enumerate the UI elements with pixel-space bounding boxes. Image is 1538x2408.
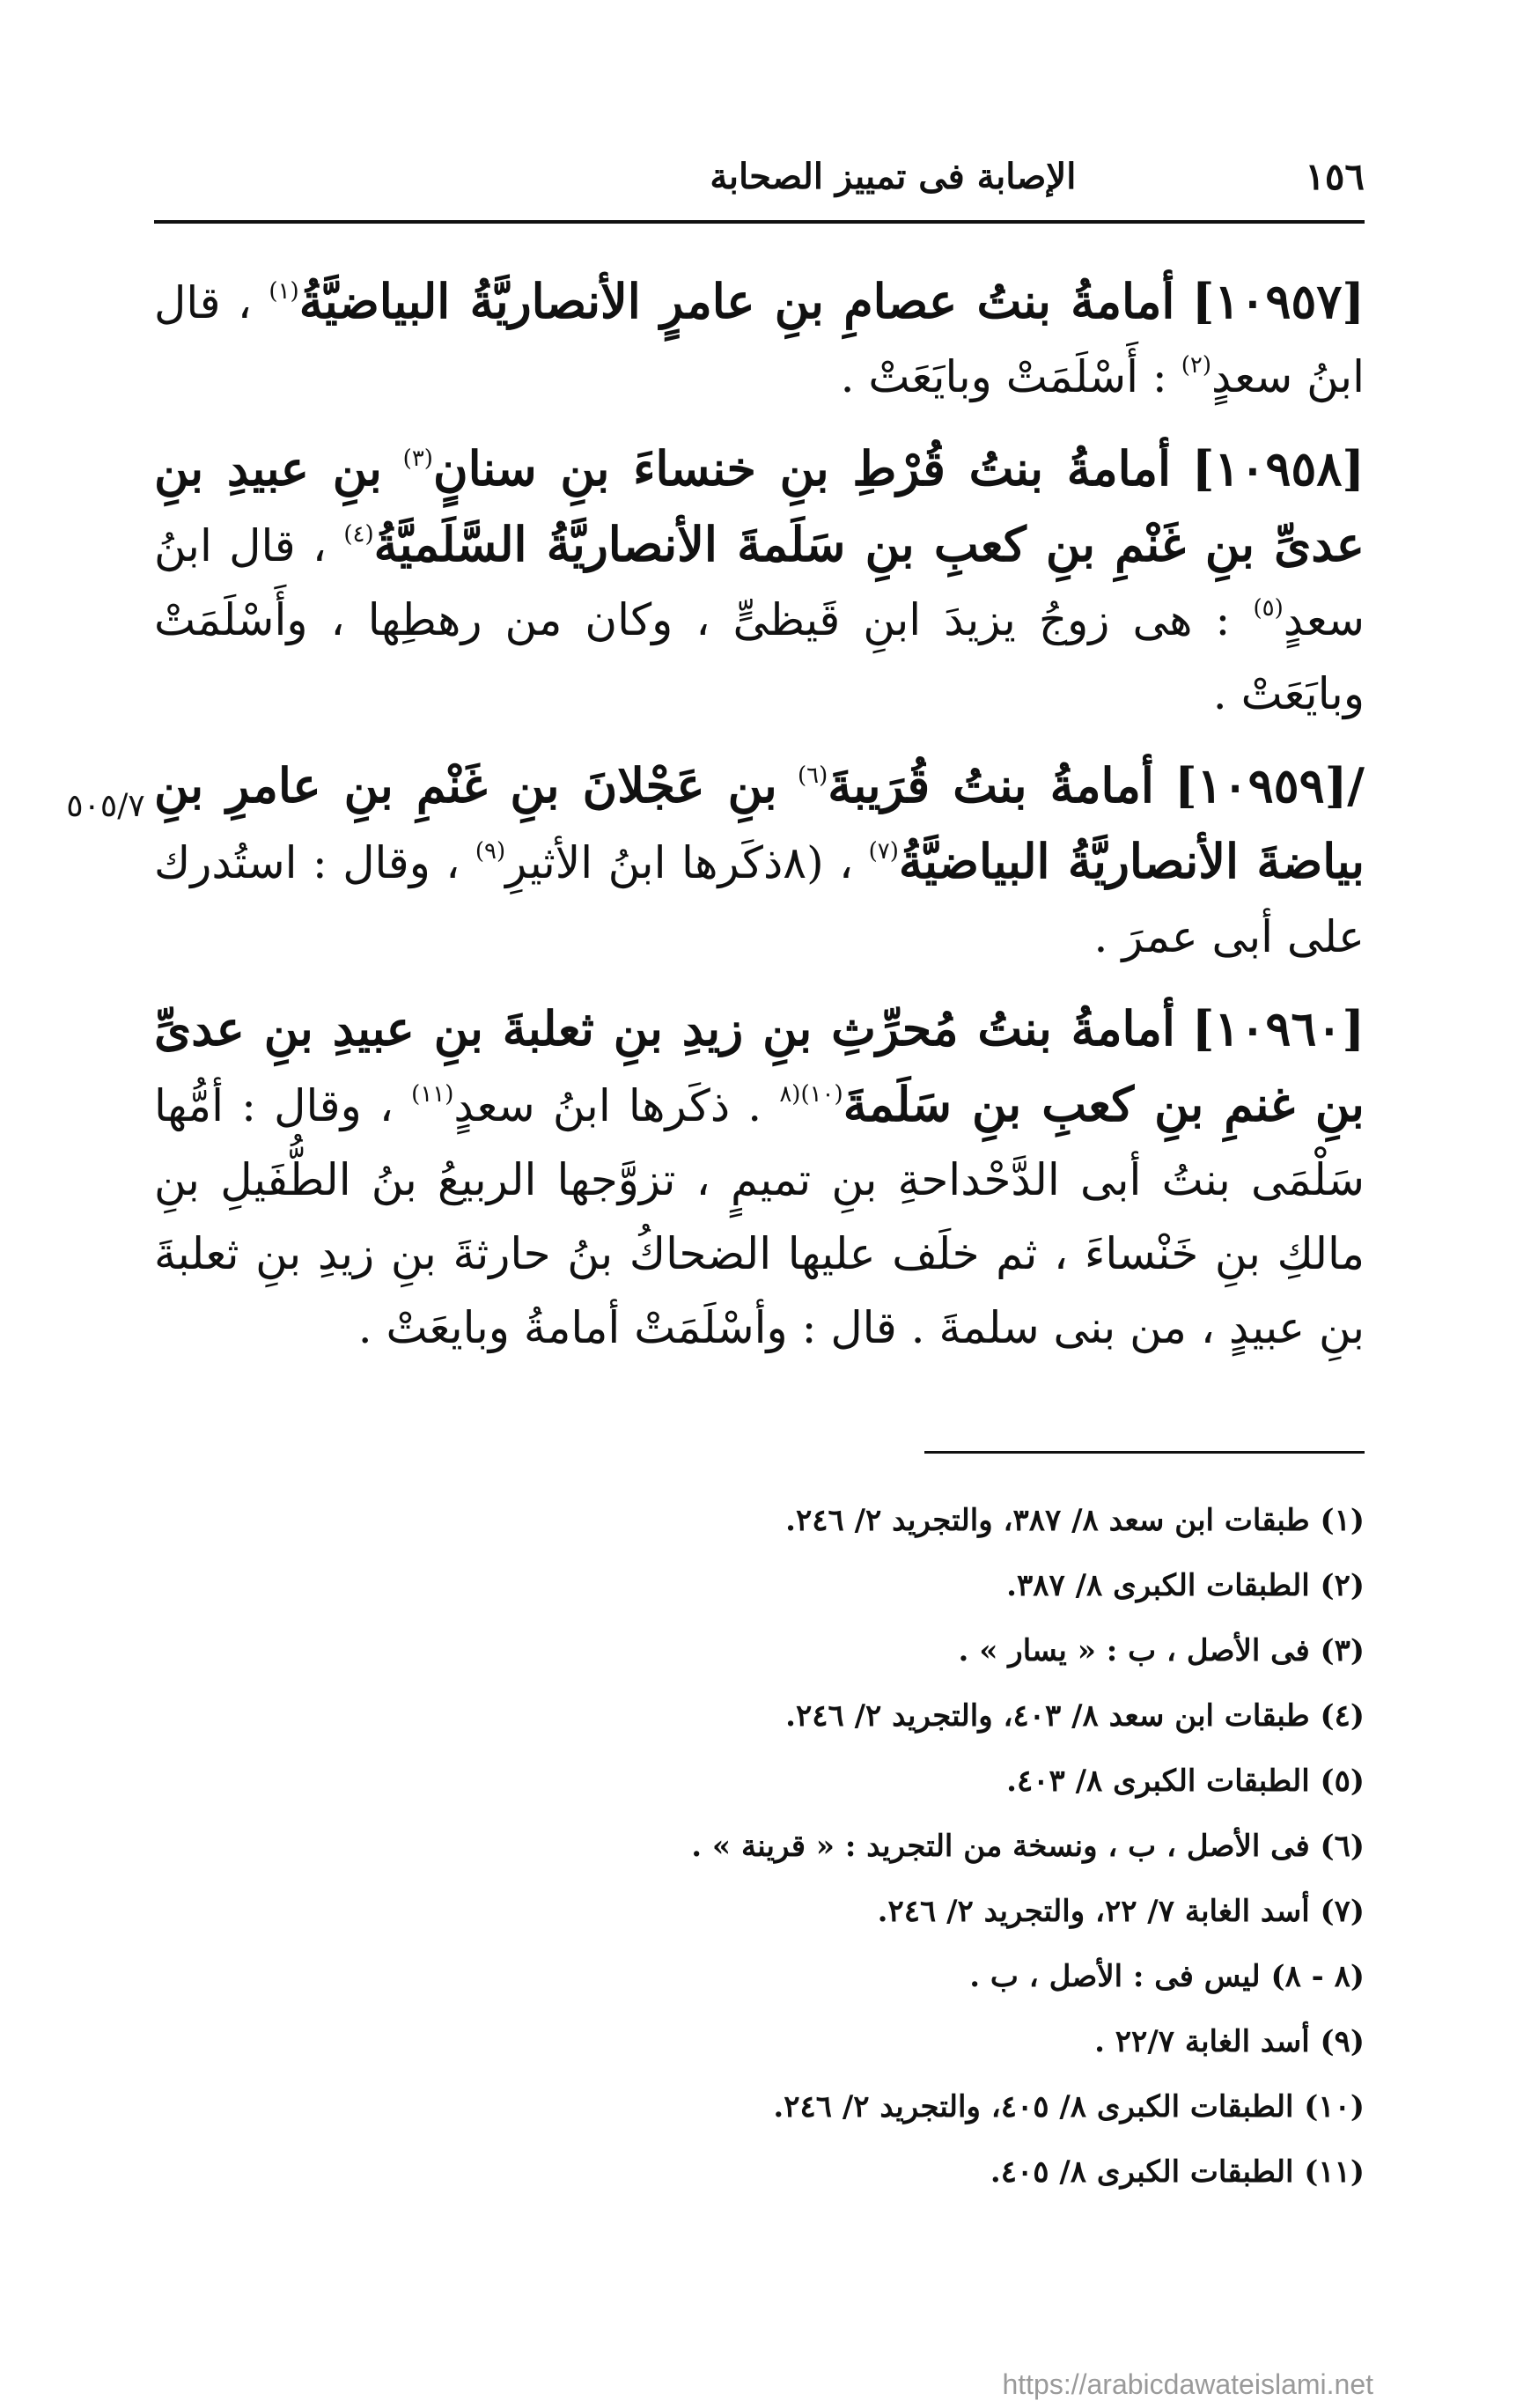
entry-number: [١٠٩٥٩] — [1174, 757, 1348, 814]
footnote-11: (١١) الطبقات الكبرى ٨/ ٤٠٥. — [990, 2154, 1365, 2190]
footnote-9: (٩) أسد الغابة ٢٢/٧ . — [1094, 2024, 1365, 2059]
entry-name-continued: بنِ عَجْلانَ بنِ غَنْمِ بنِ عامرِ بنِ بياضةَ الأنصاريَّةُ البياضيَّةُ — [154, 757, 1365, 889]
watermark-url: https://arabicdawateislami.net — [1002, 2368, 1373, 2400]
running-title: الإصابة فى تمييز الصحابة — [710, 155, 1077, 197]
main-text — [154, 264, 1365, 1382]
footnote-ref: (٧) — [868, 838, 899, 865]
margin-reference: ٥٠٥/٧ — [66, 788, 145, 824]
footnote-6: (٦) فى الأصل ، ب ، ونسخة من التجريد : « قرينة » . — [691, 1829, 1365, 1864]
entry-name-continued: بنِ عبيدِ بنِ عدىِّ بنِ غَنْمِ بنِ كعبِ بنِ سَلَمةَ الأنصاريَّةُ السَّلَميَّةُ — [154, 440, 1365, 572]
footnote-10: (١٠) الطبقات الكبرى ٨/ ٤٠٥، والتجريد ٢/ ٢٤٦. — [773, 2089, 1365, 2124]
entry-number: [١٠٩٥٨] — [1191, 440, 1365, 497]
header-rule — [154, 220, 1365, 224]
footnote-ref: (٦) — [798, 762, 828, 789]
footnote-8: (٨ - ٨) ليس فى : الأصل ، ب . — [969, 1959, 1365, 1994]
page-number: ١٥٦ — [1305, 154, 1365, 198]
entry-name: أمامةُ بنتُ مُحرِّثِ بنِ زيدِ بنِ ثعلبةَ بنِ عبيدِ بنِ عدىِّ بنِ غنمِ بنِ كعبِ بنِ سَلَمةَ — [154, 1000, 1365, 1132]
entry-10957 — [154, 264, 1365, 414]
entry-number: [١٠٩٥٧] — [1191, 273, 1365, 329]
entry-text: ، قال ابنُ سعدٍ — [154, 277, 1365, 402]
footnotes — [154, 1488, 1365, 2205]
entry-10958 — [154, 431, 1365, 731]
footnote-ref: (٢) — [1181, 352, 1211, 379]
entry-text: ، وقال : أمُّها سَلْمَى بنتُ أبى الدَّحْداحةِ بنِ تميمٍ ، تزوَّجها الربيعُ بنُ الطُّفَيلِ بنِ مالكِ بنِ خَنْساءَ ، ثم خلَف عليها الضحاكُ بنُ حارثةَ بنِ زيدِ بنِ ثعلبةَ بنِ عبيدٍ ، من بنى سلمةَ . قال : وأسْلَمَتْ أمامةُ وبايعَتْ . — [154, 1080, 1365, 1353]
entry-name: أمامةُ بنتُ عصامِ بنِ عامرٍ الأنصاريَّةُ البياضيَّةُ — [298, 273, 1175, 329]
footnote-3: (٣) فى الأصل ، ب : « يسار » . — [958, 1633, 1365, 1668]
footnote-ref: (١١) — [411, 1081, 454, 1108]
footnote-ref: (١٠)(٨ — [779, 1081, 843, 1108]
entry-text: . ذكَرها ابنُ سعدٍ — [453, 1080, 762, 1131]
entry-text: ، قال ابنُ سعدٍ — [154, 520, 1365, 645]
entry-prefix: / — [1347, 757, 1365, 814]
footnote-4: (٤) طبقات ابن سعد ٨/ ٤٠٣، والتجريد ٢/ ٢٤٦. — [785, 1698, 1365, 1734]
entry-text: ، (٨ذكَرها ابنُ الأثيرِ — [505, 837, 854, 888]
footnote-5: (٥) الطبقات الكبرى ٨/ ٤٠٣. — [1006, 1764, 1365, 1799]
footnote-ref: (١) — [269, 278, 299, 305]
footnote-rule — [924, 1451, 1365, 1454]
entry-text: ، وقال : استُدرك على أبى عمرَ . — [154, 837, 1365, 962]
footnote-7: (٧) أسد الغابة ٧/ ٢٢، والتجريد ٢/ ٢٤٦. — [877, 1894, 1365, 1929]
entry-10960 — [154, 991, 1365, 1365]
footnote-ref: (٩) — [475, 838, 506, 865]
footnote-1: (١) طبقات ابن سعد ٨/ ٣٨٧، والتجريد ٢/ ٢٤٦. — [785, 1503, 1365, 1538]
footnote-ref: (٣) — [402, 446, 433, 472]
footnote-ref: (٥) — [1253, 595, 1284, 622]
footnote-2: (٢) الطبقات الكبرى ٨/ ٣٨٧. — [1006, 1568, 1365, 1603]
entry-name: أمامةُ بنتُ قُرَيبةَ — [828, 757, 1154, 814]
entry-number: [١٠٩٦٠] — [1191, 1000, 1365, 1057]
entry-text: : أَسْلَمَتْ وبايَعَتْ . — [840, 351, 1167, 402]
page-header — [154, 145, 1365, 207]
entry-name: أمامةُ بنتُ قُرْطِ بنِ خنساءَ بنِ سنانٍ — [432, 440, 1172, 497]
entry-10959 — [154, 748, 1365, 974]
footnote-ref: (٤) — [343, 521, 374, 548]
entry-text: : هى زوجُ يزيدَ ابنِ قَيظىٍّ ، وكان من رهطِها ، وأَسْلَمَتْ وبايَعَتْ . — [154, 594, 1365, 719]
